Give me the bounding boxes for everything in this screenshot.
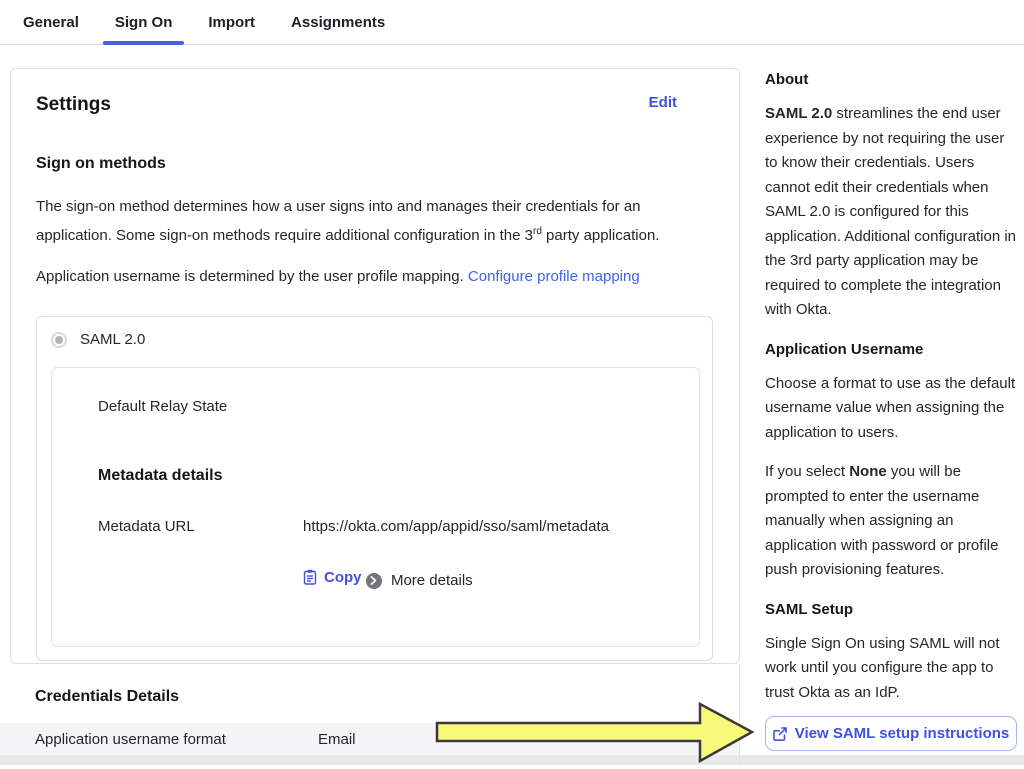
about-body-text: streamlines the end user experience by not requiring the user to know their credentials. Users cannot edit their credentials when SAML 2.0 is configured for this application. Additional configuration in the 3rd party application may be required to complete the integration with Okta.: [765, 105, 1017, 318]
metadata-details-heading: Metadata details: [98, 467, 223, 484]
saml-setup-section: [765, 601, 1017, 752]
saml-radio-row[interactable]: [51, 331, 700, 348]
setup-button-label: View SAML setup instructions: [794, 725, 1010, 742]
tab-sign-on[interactable]: Sign On: [103, 14, 185, 44]
copy-label: Copy: [324, 568, 362, 586]
metadata-url-row: [98, 518, 679, 535]
bottom-cutoff-strip: [0, 755, 1024, 765]
more-details-label: More details: [390, 572, 473, 589]
tab-import[interactable]: Import: [208, 14, 256, 31]
metadata-url-value: https://okta.com/app/appid/sso/saml/metadata: [303, 518, 609, 535]
application-username-para1: Choose a format to use as the default username value when assigning the application to users.: [765, 374, 1016, 441]
description-text-cont: party application.: [541, 227, 660, 244]
external-link-icon: [773, 727, 787, 741]
saml-method-box: [36, 316, 713, 661]
column-divider-line: [739, 664, 740, 765]
about-heading: About: [765, 71, 809, 88]
credentials-details-heading: Credentials Details: [35, 688, 180, 705]
saml-radio-label: SAML 2.0: [80, 331, 146, 348]
configure-profile-mapping-link[interactable]: Configure profile mapping: [467, 268, 640, 285]
description-text: The sign-on method determines how a user signs into and manages their credentials for an application. Some sign-on methods require additional configuration in the 3: [36, 198, 641, 244]
tab-general[interactable]: General: [23, 14, 79, 31]
settings-title: Settings: [36, 94, 111, 115]
application-username-para2: [765, 460, 1017, 583]
clipboard-icon: [303, 569, 317, 585]
about-section: [765, 71, 1017, 323]
credentials-table-row: [0, 723, 740, 755]
metadata-url-label: Metadata URL: [98, 518, 195, 535]
application-username-note: [36, 264, 713, 289]
about-text: [765, 102, 1017, 323]
about-bold-term: SAML 2.0: [765, 105, 833, 122]
chevron-right-circle-icon: [366, 573, 382, 589]
none-bold-term: None: [849, 463, 887, 480]
saml-radio-button[interactable]: [51, 332, 67, 348]
saml-setup-text: Single Sign On using SAML will not work until you configure the app to trust Okta as an IdP.: [765, 634, 1000, 701]
tab-assignments[interactable]: Assignments: [291, 14, 386, 31]
para2-pre: If you select: [765, 463, 850, 480]
settings-card: [10, 68, 740, 664]
application-username-format-label: Application username format: [35, 730, 226, 748]
saml-setup-heading: SAML Setup: [765, 600, 854, 618]
username-note-text: Application username is determined by the user profile mapping.: [36, 268, 468, 285]
saml-details-box: [51, 367, 700, 647]
app-tab-bar: [0, 0, 1024, 45]
copy-button[interactable]: [303, 569, 362, 586]
para2-post: you will be prompted to enter the username manually when assigning an application with password or profile push provisioning features.: [765, 463, 999, 578]
view-saml-setup-instructions-button[interactable]: [765, 716, 1017, 751]
edit-button[interactable]: Edit: [648, 94, 677, 111]
sign-on-methods-heading: Sign on methods: [36, 155, 166, 172]
sign-on-methods-description: [36, 194, 713, 248]
application-username-heading: Application Username: [765, 340, 924, 358]
more-details-toggle[interactable]: [366, 572, 473, 589]
application-username-format-value: Email: [318, 730, 356, 748]
ordinal-superscript: rd: [532, 226, 542, 237]
application-username-section: [765, 341, 1017, 583]
help-sidebar: [765, 45, 1017, 769]
main-column: [10, 45, 740, 706]
default-relay-state-label: Default Relay State: [98, 398, 228, 415]
